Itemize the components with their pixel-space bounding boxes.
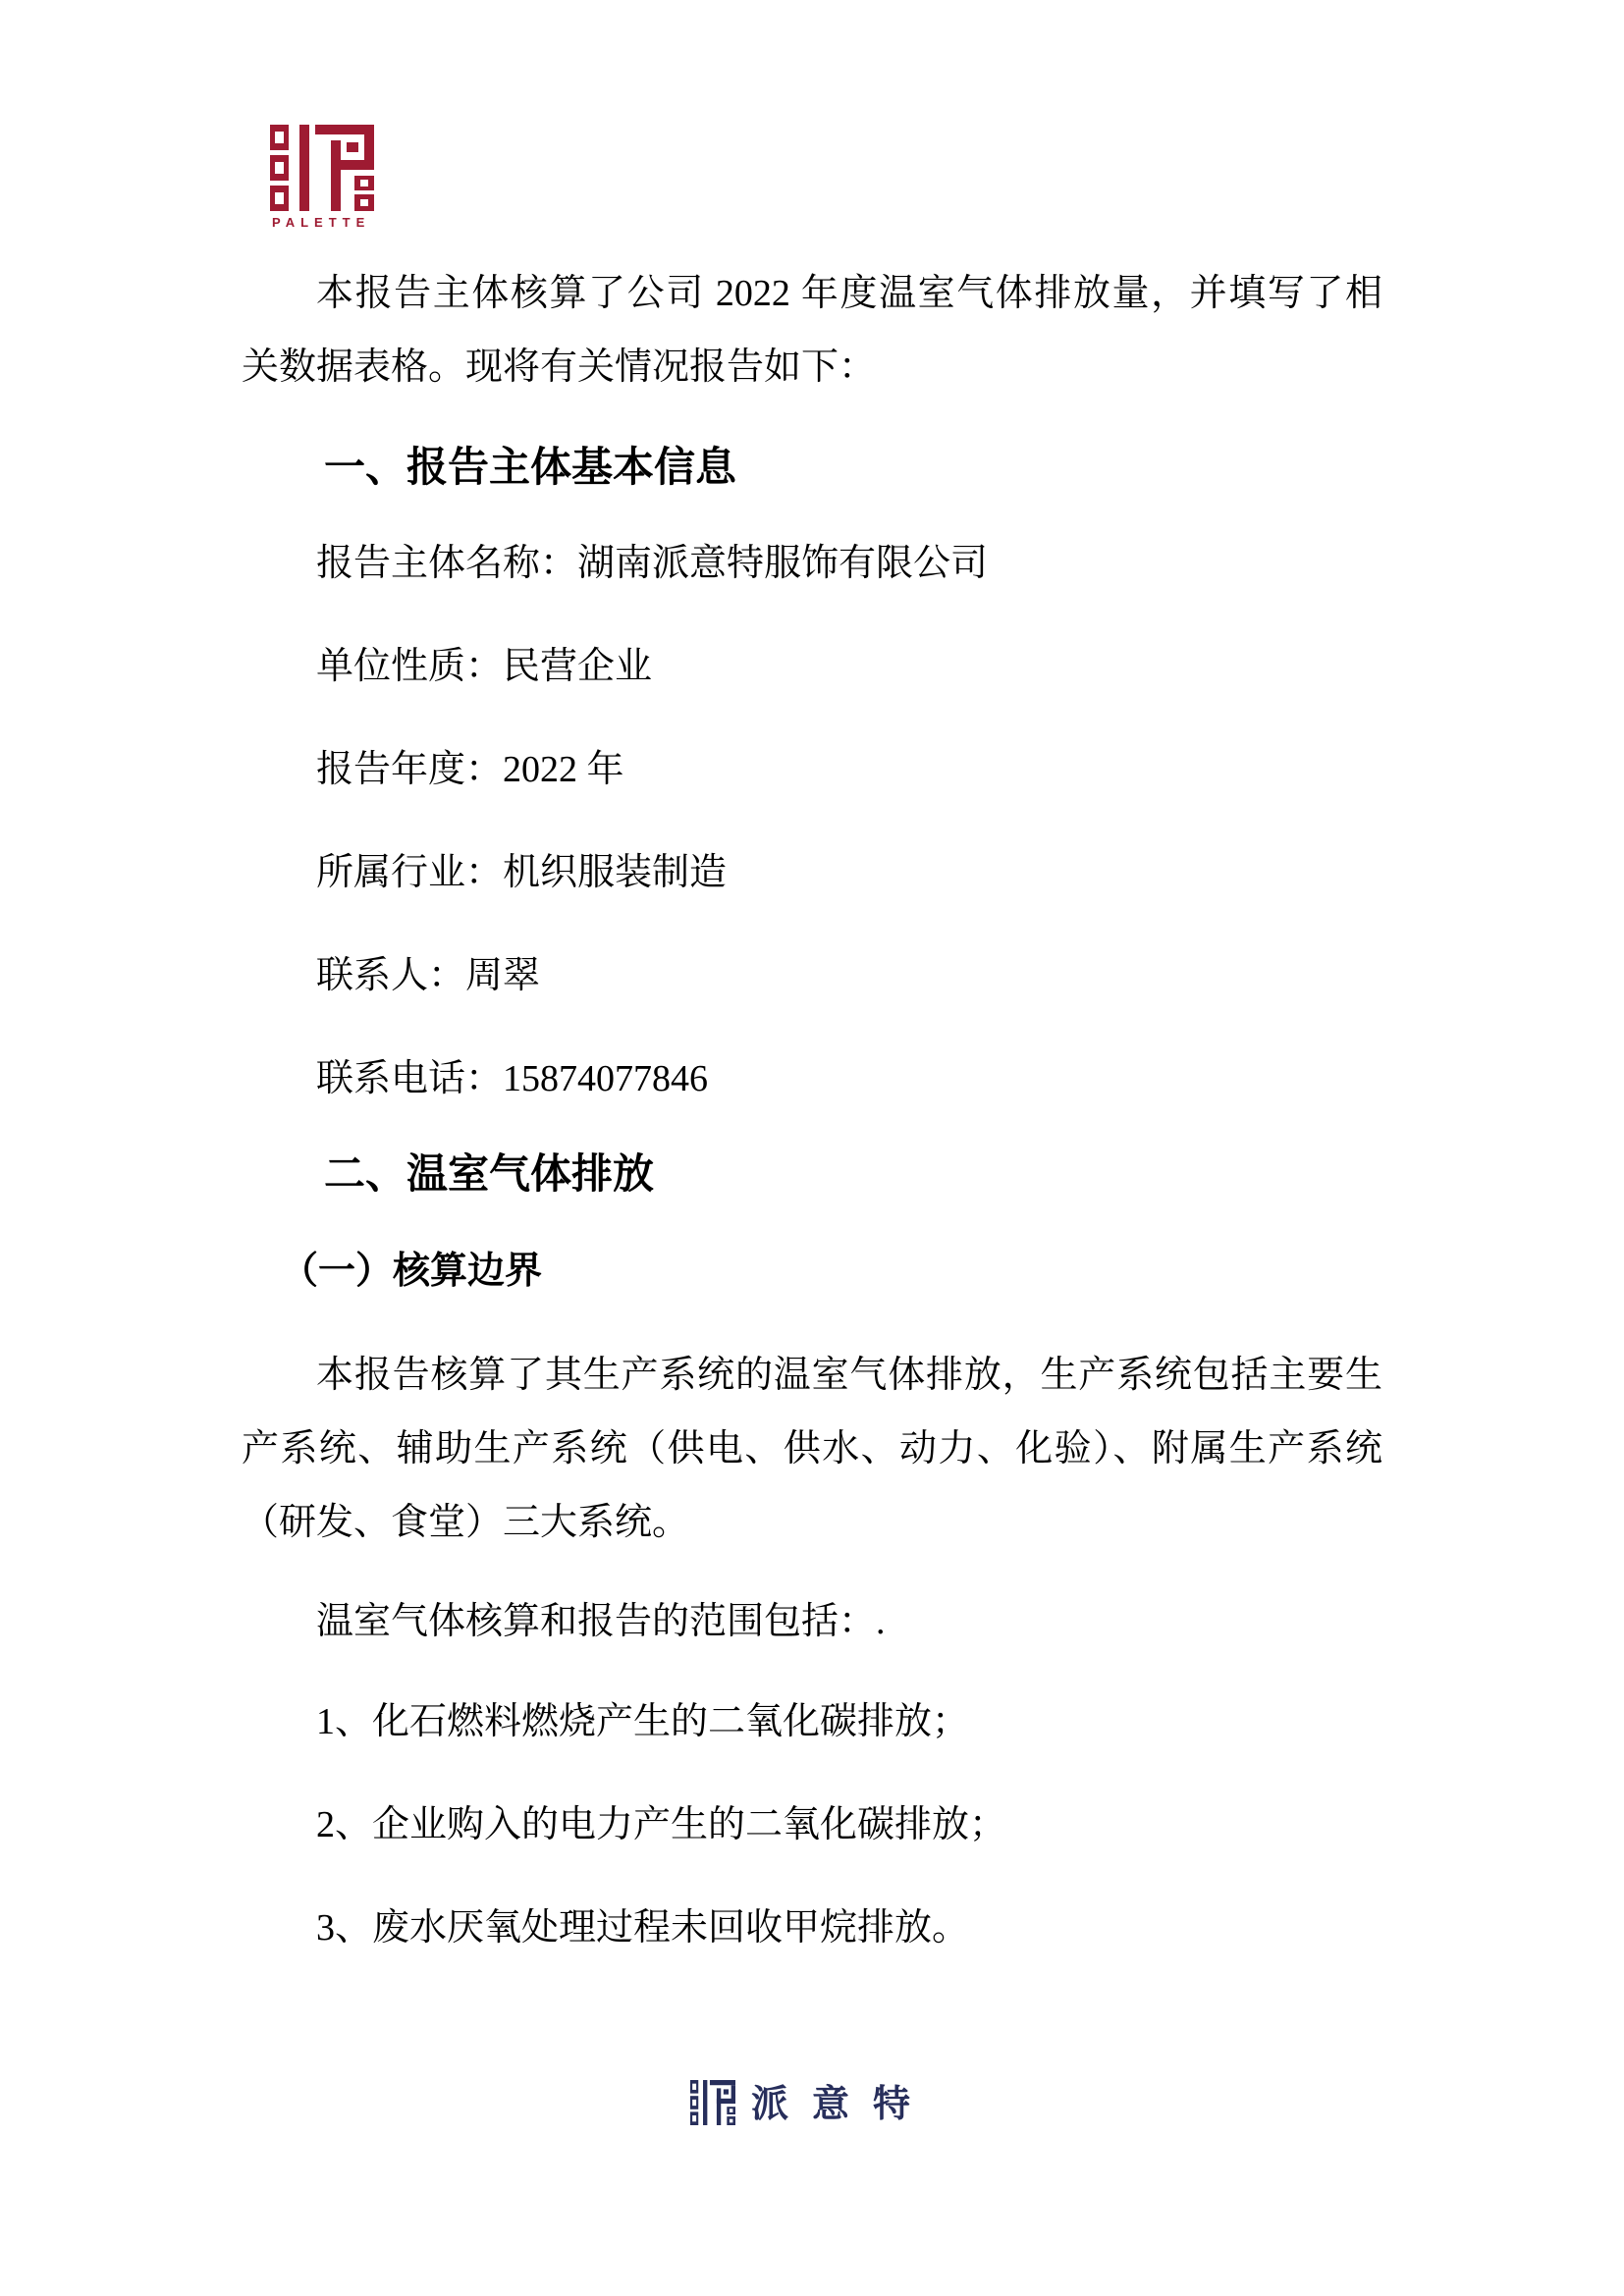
info-entity-name: 报告主体名称：湖南派意特服饰有限公司 xyxy=(316,543,989,584)
intro-paragraph xyxy=(242,257,1382,404)
info-report-year: 报告年度：2022 年 xyxy=(316,749,624,790)
info-contact-phone: 联系电话：15874077846 xyxy=(316,1058,709,1099)
boundary-line: （研发、食堂）三大系统。 xyxy=(242,1502,690,1543)
info-contact-person: 联系人：周翠 xyxy=(316,955,541,996)
scope-item-2: 2、企业购入的电力产生的二氧化碳排放； xyxy=(316,1804,1007,1845)
info-entity-type: 单位性质：民营企业 xyxy=(316,646,653,687)
footer-wordmark: 派意特 xyxy=(750,2084,934,2125)
boundary-paragraph xyxy=(242,1339,1382,1560)
scope-item-3: 3、废水厌氧处理过程未回收甲烷排放。 xyxy=(316,1907,970,1949)
section1-heading: 一、报告主体基本信息 xyxy=(324,444,737,490)
info-industry: 所属行业：机织服装制造 xyxy=(316,852,728,893)
intro-line: 关数据表格。现将有关情况报告如下： xyxy=(242,347,877,388)
boundary-line: 产系统、辅助生产系统（供电、供水、动力、化验）、附属生产系统 xyxy=(242,1428,1382,1469)
scope-intro: 温室气体核算和报告的范围包括：. xyxy=(316,1601,886,1642)
footer-maze-icon xyxy=(690,2080,735,2130)
company-logo xyxy=(270,125,374,230)
palette-maze-icon xyxy=(270,125,374,211)
scope-item-1: 1、化石燃料燃烧产生的二氧化碳排放； xyxy=(316,1701,970,1742)
section2-heading: 二、温室气体排放 xyxy=(324,1150,655,1197)
boundary-subheading: （一）核算边界 xyxy=(281,1251,543,1292)
intro-line: 本报告主体核算了公司 2022 年度温室气体排放量，并填写了相 xyxy=(316,273,1382,314)
boundary-line: 本报告核算了其生产系统的温室气体排放，生产系统包括主要生 xyxy=(316,1355,1382,1396)
palette-logo-wordmark: PALETTE xyxy=(272,215,371,230)
footer xyxy=(0,2073,1624,2136)
